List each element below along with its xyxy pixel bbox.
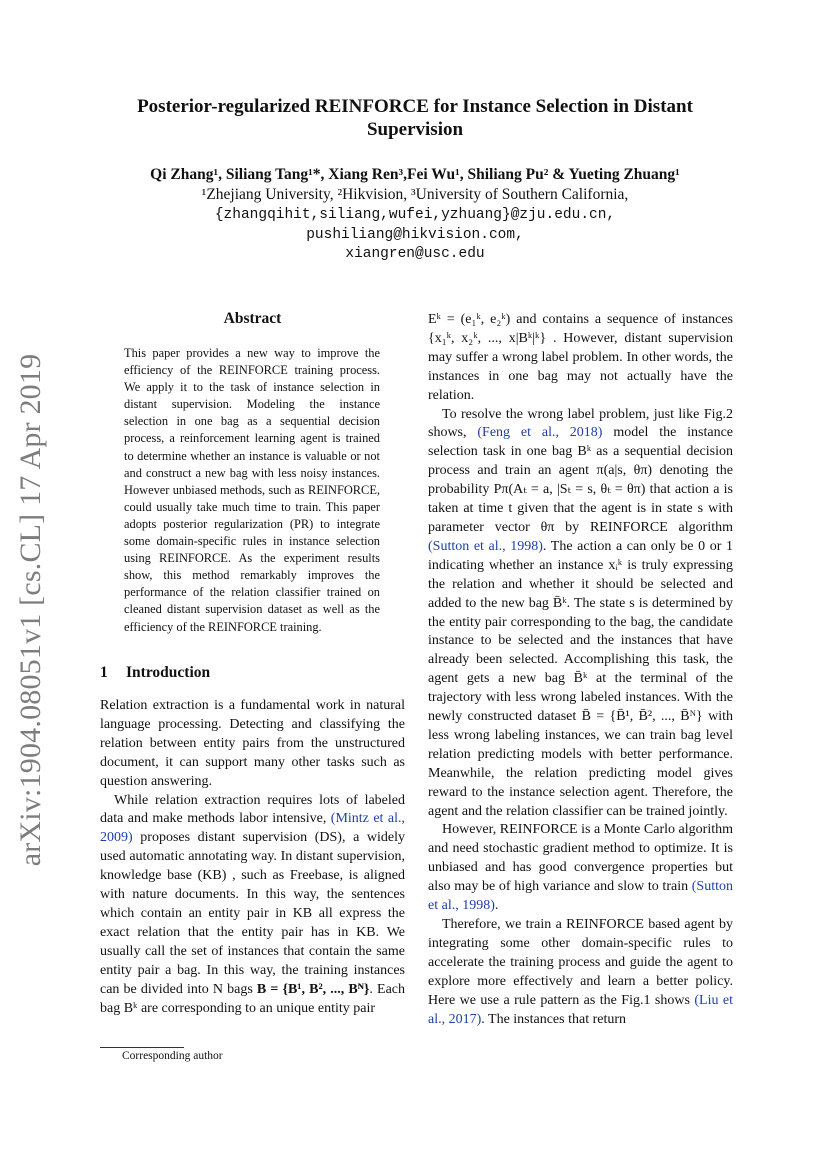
citation-link-sutton-1[interactable]: (Sutton et al., 1998) — [428, 538, 543, 554]
right-column-body — [428, 311, 733, 1029]
section-title: Introduction — [126, 664, 211, 681]
email-line-2: pushiliang@hikvision.com, — [306, 227, 524, 243]
text-run: . — [494, 898, 499, 914]
text-run: . The instances that return — [481, 1011, 627, 1027]
right-paragraph-1: Eᵏ = (e₁ᵏ, e₂ᵏ) and contains a sequence of instances {x₁ᵏ, x₂ᵏ, ..., x|Bᵏ|ᵏ} . However, distant supervision may suffer a wrong label problem. In other words, the instances in one bag may not actually have the relation. — [428, 312, 733, 403]
text-run: While relation extraction requires lots of labeled data and make methods labor intensive, — [100, 792, 405, 827]
intro-paragraph-1: Relation extraction is a fundamental work in natural language processing. Detecting and classifying the relation between entity pairs from the unstructured document, it can support many other tasks such as question answering. — [100, 698, 405, 789]
text-run: Therefore, we train a REINFORCE based agent by integrating some other domain-specific rules to accelerate the training process and guide the agent to explore more effectively and learn a better policy. Here we use a rule pattern as the Fig.1 shows — [428, 917, 733, 1008]
footnote: Corresponding author — [122, 1050, 223, 1062]
right-paragraph-2 — [428, 406, 733, 822]
citation-link-liu[interactable]: (Liu et al., 2017) — [428, 992, 734, 1027]
arxiv-id-text: arXiv:1904.08051v1 [cs.CL] 17 Apr 2019 — [14, 353, 47, 867]
section-number: 1 — [100, 664, 108, 681]
left-column-body — [100, 697, 405, 1018]
intro-paragraph-2 — [100, 792, 405, 1019]
math-bags: B = {B¹, B², ..., Bᴺ} — [256, 981, 370, 997]
right-paragraph-4 — [428, 916, 733, 1029]
footnote-rule — [100, 1047, 184, 1048]
citation-link-mintz[interactable]: (Mintz et al., 2009) — [100, 811, 406, 846]
email-line-3: xiangren@usc.edu — [345, 246, 485, 262]
abstract-heading: Abstract — [223, 310, 282, 327]
right-paragraph-3 — [428, 821, 733, 916]
text-run: proposes distant supervision (DS), a widely used automatic annotating way. In distant supervision, knowledge base (KB) , such as Freebase, is aligned with nature documents. In this way, the sentences which contain an entity pair in KB all express the exact relation that the entity pair has in KB. We usually call the set of instances that contain the same entity pair a bag. In this way, the training instances can be divided into N bags — [100, 830, 405, 997]
text-run: model the instance selection task in one bag Bᵏ as a sequential decision process and train an agent π(a|s, θπ) denoting the probability Pπ(Aₜ = a, |Sₜ = s, θₜ = θπ) that action a is taken at time t given that the agent is in state s with parameter vector θπ by REINFORCE algorithm — [428, 425, 734, 535]
paper-title — [100, 95, 730, 141]
text-run: . Each bag Bᵏ are corresponding to an unique entity pair — [100, 981, 406, 1016]
arxiv-identifier-sidebar — [8, 353, 54, 867]
citation-link-sutton-2[interactable]: (Sutton et al., 1998) — [428, 879, 733, 914]
abstract-body: This paper provides a new way to improve the efficiency of the REINFORCE training process. We apply it to the task of instance selection in distant supervision. Modeling the instance selection in one bag as a sequential decision process, a reinforcement learning agent is trained to determine whether an instance is valuable or not and construct a new bag with less noisy instances. However unbiased methods, such as REINFORCE, could usually take much time to train. This paper adopts posterior regularization (PR) to integrate some domain-specific rules in instance selection using REINFORCE. As the experiment results show, this method remarkably improves the performance of the relation classifier trained on cleaned distant supervision dataset as well as the efficiency of the REINFORCE training. — [124, 346, 380, 634]
email-line-1: {zhangqihit,siliang,wufei,yzhuang}@zju.edu.cn, — [214, 207, 616, 223]
author-list: Qi Zhang¹, Siliang Tang¹*, Xiang Ren³,Fei Wu¹, Shiliang Pu² & Yueting Zhuang¹ — [150, 166, 680, 183]
text-run: To resolve the wrong label problem, just like Fig.2 shows, — [428, 406, 733, 441]
title-line-1: Posterior-regularized REINFORCE for Instance Selection in Distant — [137, 96, 693, 117]
text-run: However, REINFORCE is a Monte Carlo algorithm and need stochastic gradient method to optimize. It is unbiased and has good convergence properties but also may be of high variance and slow to train — [428, 822, 733, 895]
citation-link-feng[interactable]: (Feng et al., 2018) — [477, 425, 603, 441]
affiliations: ¹Zhejiang University, ²Hikvision, ³University of Southern California, — [201, 186, 629, 203]
text-run: . The action a can only be 0 or 1 indicating whether an instance xᵢᵏ is truly expressing the relation and whether it should be selected and added to the new bag B̄ᵏ. The state s is determined by the entity pair corresponding to the bag, the candidate instance to be selected and the instances that have already been selected. Accomplishing this task, the agent gets a new bag B̄ᵏ at the terminal of the trajectory with less wrong labeled instances. With the newly constructed dataset B̄ = {B̄¹, B̄², ..., B̄ᴺ} with less wrong labeling instances, we can train bag level relation predicting models with better performance. Meanwhile, the relation predicting model gives reward to the instance selection agent. Therefore, the agent and the relation classifier can be trained jointly. — [428, 538, 733, 819]
title-line-2: Supervision — [366, 119, 464, 140]
section-heading-introduction — [100, 664, 210, 682]
